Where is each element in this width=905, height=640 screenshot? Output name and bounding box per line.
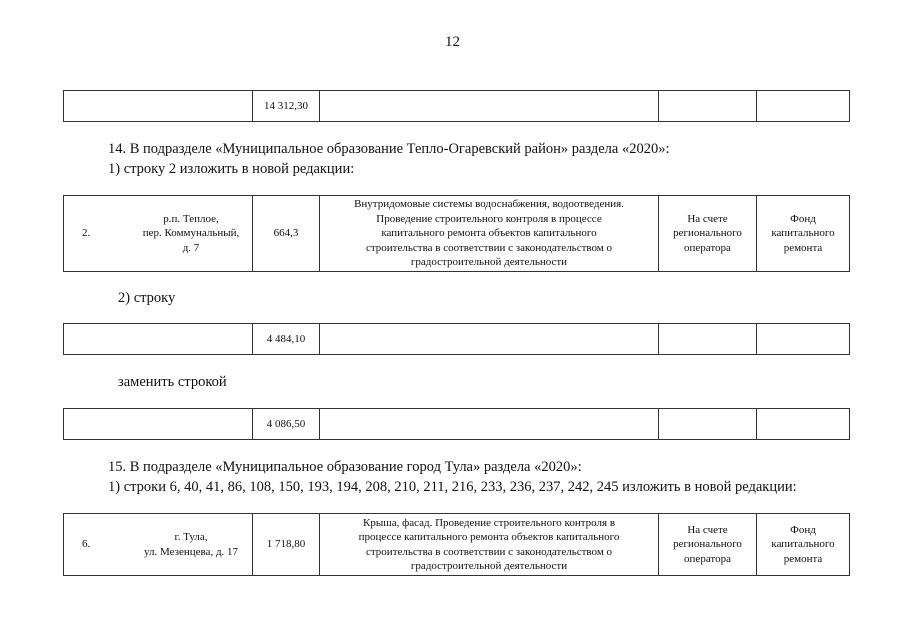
work-line: градостроительной деятельности — [410, 256, 568, 269]
section-14-item-1: 1) строку 2 изложить в новой редакции: — [108, 161, 355, 177]
empty-cell — [757, 91, 850, 122]
fund-line: ремонта — [783, 241, 823, 254]
address-line: г. Тула, — [174, 531, 208, 543]
amount-cell: 14 312,30 — [253, 91, 320, 122]
section-15-item-1: 1) строки 6, 40, 41, 86, 108, 150, 193, 194, 208, 210, 211, 216, 233, 236, 237, 242, 245 изложить в новой редакции: — [108, 479, 797, 495]
fund-line: Фонд — [790, 523, 816, 536]
amount-cell: 4 484,10 — [253, 324, 320, 355]
empty-cell — [659, 91, 757, 122]
address-line: д. 7 — [182, 241, 200, 254]
empty-cell — [757, 409, 850, 440]
table-row-continuation — [63, 90, 850, 122]
replace-text: заменить строкой — [118, 374, 227, 390]
section-15-heading: 15. В подразделе «Муниципальное образование город Тула» раздела «2020»: — [108, 459, 582, 475]
account-line: регионального — [673, 538, 742, 551]
section-14-item-2: 2) строку — [118, 290, 176, 306]
work-line: капитального ремонта объектов капитального — [381, 227, 597, 240]
address-line: ул. Мезенцева, д. 17 — [143, 545, 239, 558]
table-row-2 — [63, 195, 850, 272]
work-line: градостроительной деятельности — [410, 560, 568, 572]
account-line: оператора — [684, 552, 731, 565]
row-number: 2. — [82, 227, 91, 240]
fund-line: Фонд — [790, 212, 816, 225]
table-row-6 — [63, 513, 850, 576]
work-line: Внутридомовые системы водоснабжения, водоотведения. — [354, 198, 624, 211]
empty-cell — [64, 324, 253, 355]
fund-cell — [757, 196, 850, 272]
amount-cell: 4 086,50 — [253, 409, 320, 440]
account-line: регионального — [673, 227, 742, 240]
section-14-heading: 14. В подразделе «Муниципальное образование Тепло-Огаревский район» раздела «2020»: — [108, 141, 670, 157]
address-cell — [64, 196, 253, 272]
table-row-old — [63, 323, 850, 355]
empty-cell — [659, 324, 757, 355]
address-line: р.п. Теплое, — [163, 212, 219, 225]
account-line: оператора — [684, 241, 731, 254]
work-line: Проведение строительного контроля в процессе — [376, 212, 602, 225]
empty-cell — [320, 409, 659, 440]
empty-cell — [320, 91, 659, 122]
page-number: 12 — [445, 34, 460, 50]
account-cell — [659, 196, 757, 272]
account-line: На счете — [687, 212, 728, 225]
fund-line: капитального — [771, 227, 835, 240]
work-line: Крыша, фасад. Проведение строительного контроля в — [363, 516, 616, 529]
work-line: строительства в соответствии с законодательством о — [365, 545, 613, 558]
empty-cell — [64, 409, 253, 440]
account-cell — [659, 514, 757, 576]
amount-cell: 1 718,80 — [253, 514, 320, 576]
address-cell — [64, 514, 253, 576]
amount-cell: 664,3 — [253, 196, 320, 272]
work-line: процессе капитального ремонта объектов капитального — [358, 531, 620, 543]
empty-cell — [757, 324, 850, 355]
empty-cell — [64, 91, 253, 122]
work-description-cell — [320, 196, 659, 272]
fund-line: капитального — [771, 538, 835, 551]
work-description-cell — [320, 514, 659, 576]
fund-line: ремонта — [783, 552, 823, 565]
row-number: 6. — [82, 538, 91, 551]
empty-cell — [659, 409, 757, 440]
fund-cell — [757, 514, 850, 576]
table-row-new — [63, 408, 850, 440]
work-line: строительства в соответствии с законодательством о — [365, 241, 613, 254]
account-line: На счете — [687, 523, 728, 536]
address-line: пер. Коммунальный, — [142, 227, 240, 240]
empty-cell — [320, 324, 659, 355]
